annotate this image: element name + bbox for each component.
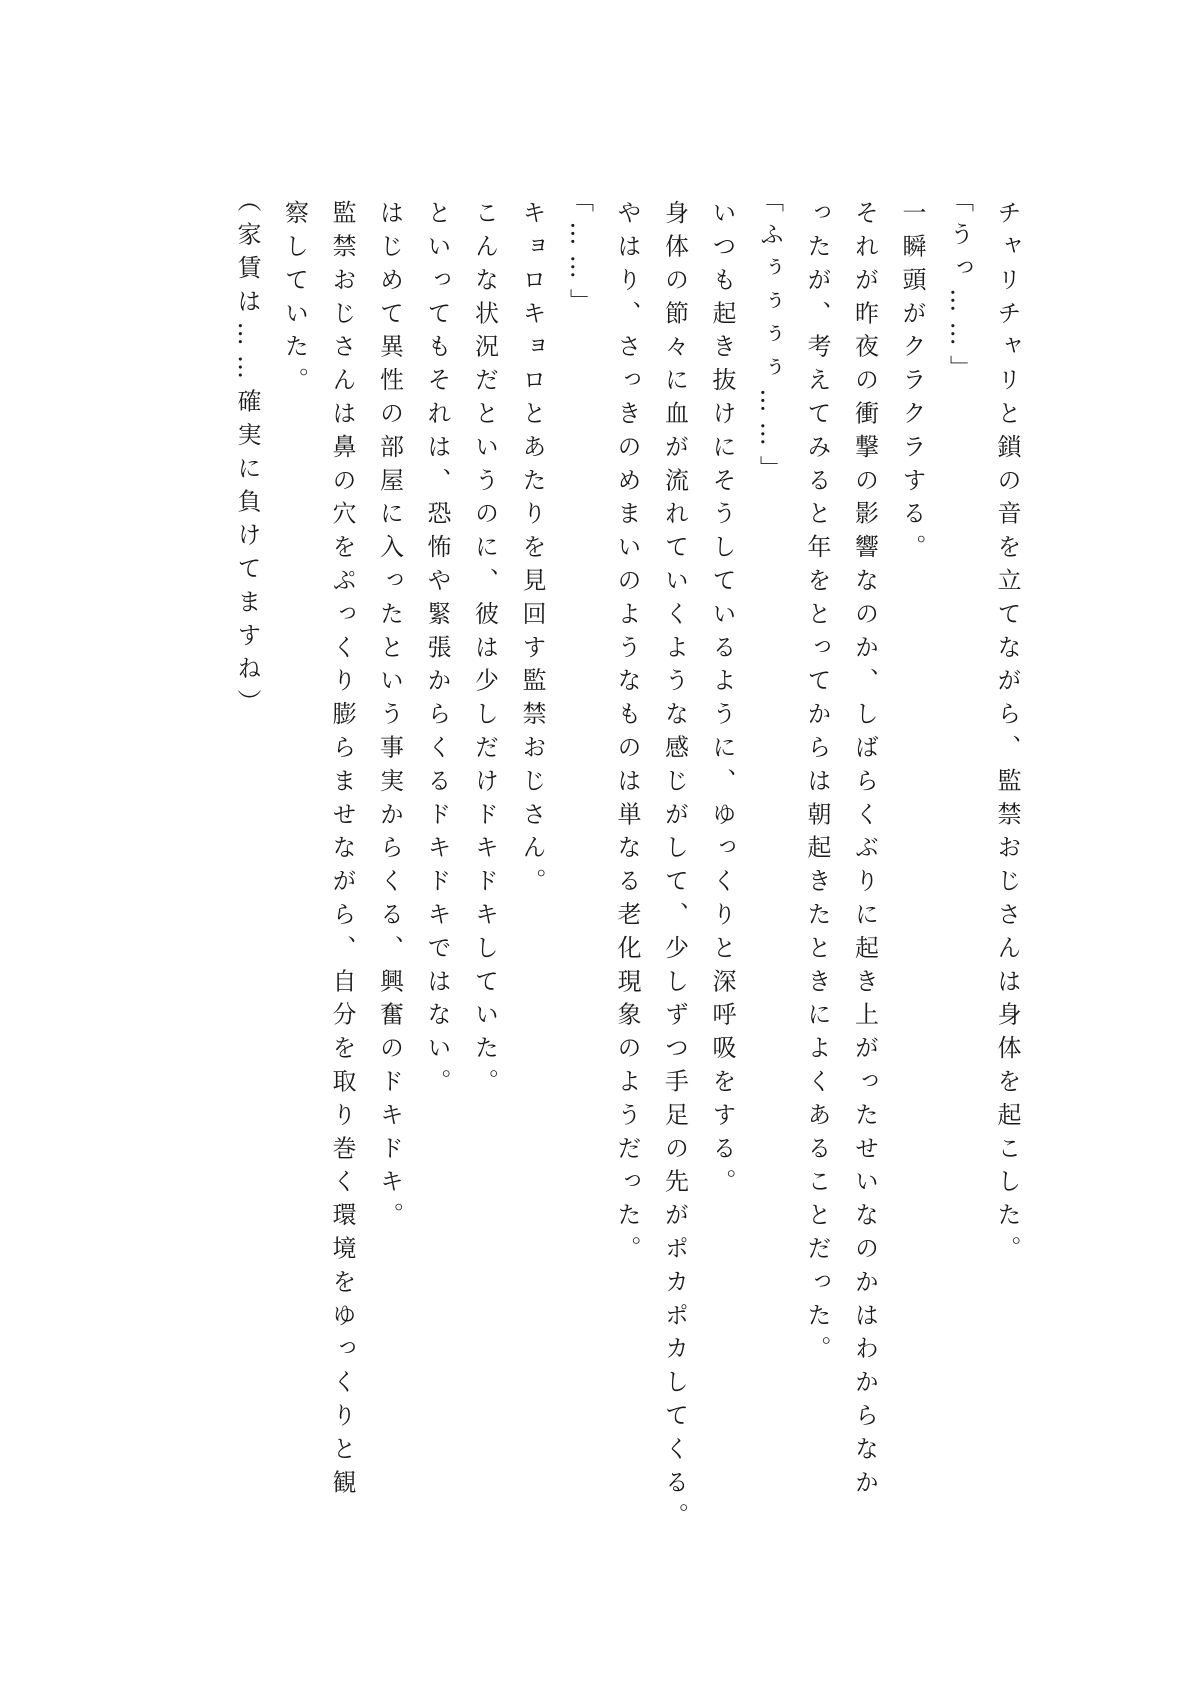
vertical-text-body [170,188,1030,1540]
text-line: といってもそれは、恐怖や緊張からくるドキドキではない。 [423,200,451,1102]
text-line: 身体の節々に血が流れていくような感じがして、少しずつ手足の先がポカポカしてくる。 [660,200,689,1536]
text-line: ったが、考えてみると年をとってからは朝起きたときによくあることだった。 [803,200,831,1369]
text-line: いつも起き抜けにそうしているように、ゆっくりと深呼吸をする。 [708,200,736,1202]
text-line: 「ふぅぅぅぅ……」 [755,188,784,489]
text-line: はじめて異性の部屋に入ったという事実からくる、興奮のドキドキ。 [375,200,404,1236]
text-line: それが昨夜の衝撃の影響なのか、しばらくぶりに起き上がったせいなのかはわからなか [850,200,879,1503]
text-line: 察していた。 [280,200,309,401]
text-line: こんな状況だというのに、彼は少しだけドキドキしていた。 [470,200,499,1102]
text-line: 一瞬頭がクラクラする。 [898,200,926,568]
text-line: 「……」 [565,188,594,322]
text-line: チャリチャリと鎖の音を立てながら、監禁おじさんは身体を起こした。 [993,200,1021,1269]
text-line: 「うっ……」 [945,188,974,389]
text-line: 監禁おじさんは鼻の穴をぷっくり膨らませながら、自分を取り巻く環境をゆっくりと観 [328,200,356,1503]
text-line: キョロキョロとあたりを見回す監禁おじさん。 [518,200,546,902]
text-line: やはり、さっきのめまいのようなものは単なる老化現象のようだった。 [613,200,641,1269]
text-line: （家賃は……確実に負けてますね） [233,188,261,723]
